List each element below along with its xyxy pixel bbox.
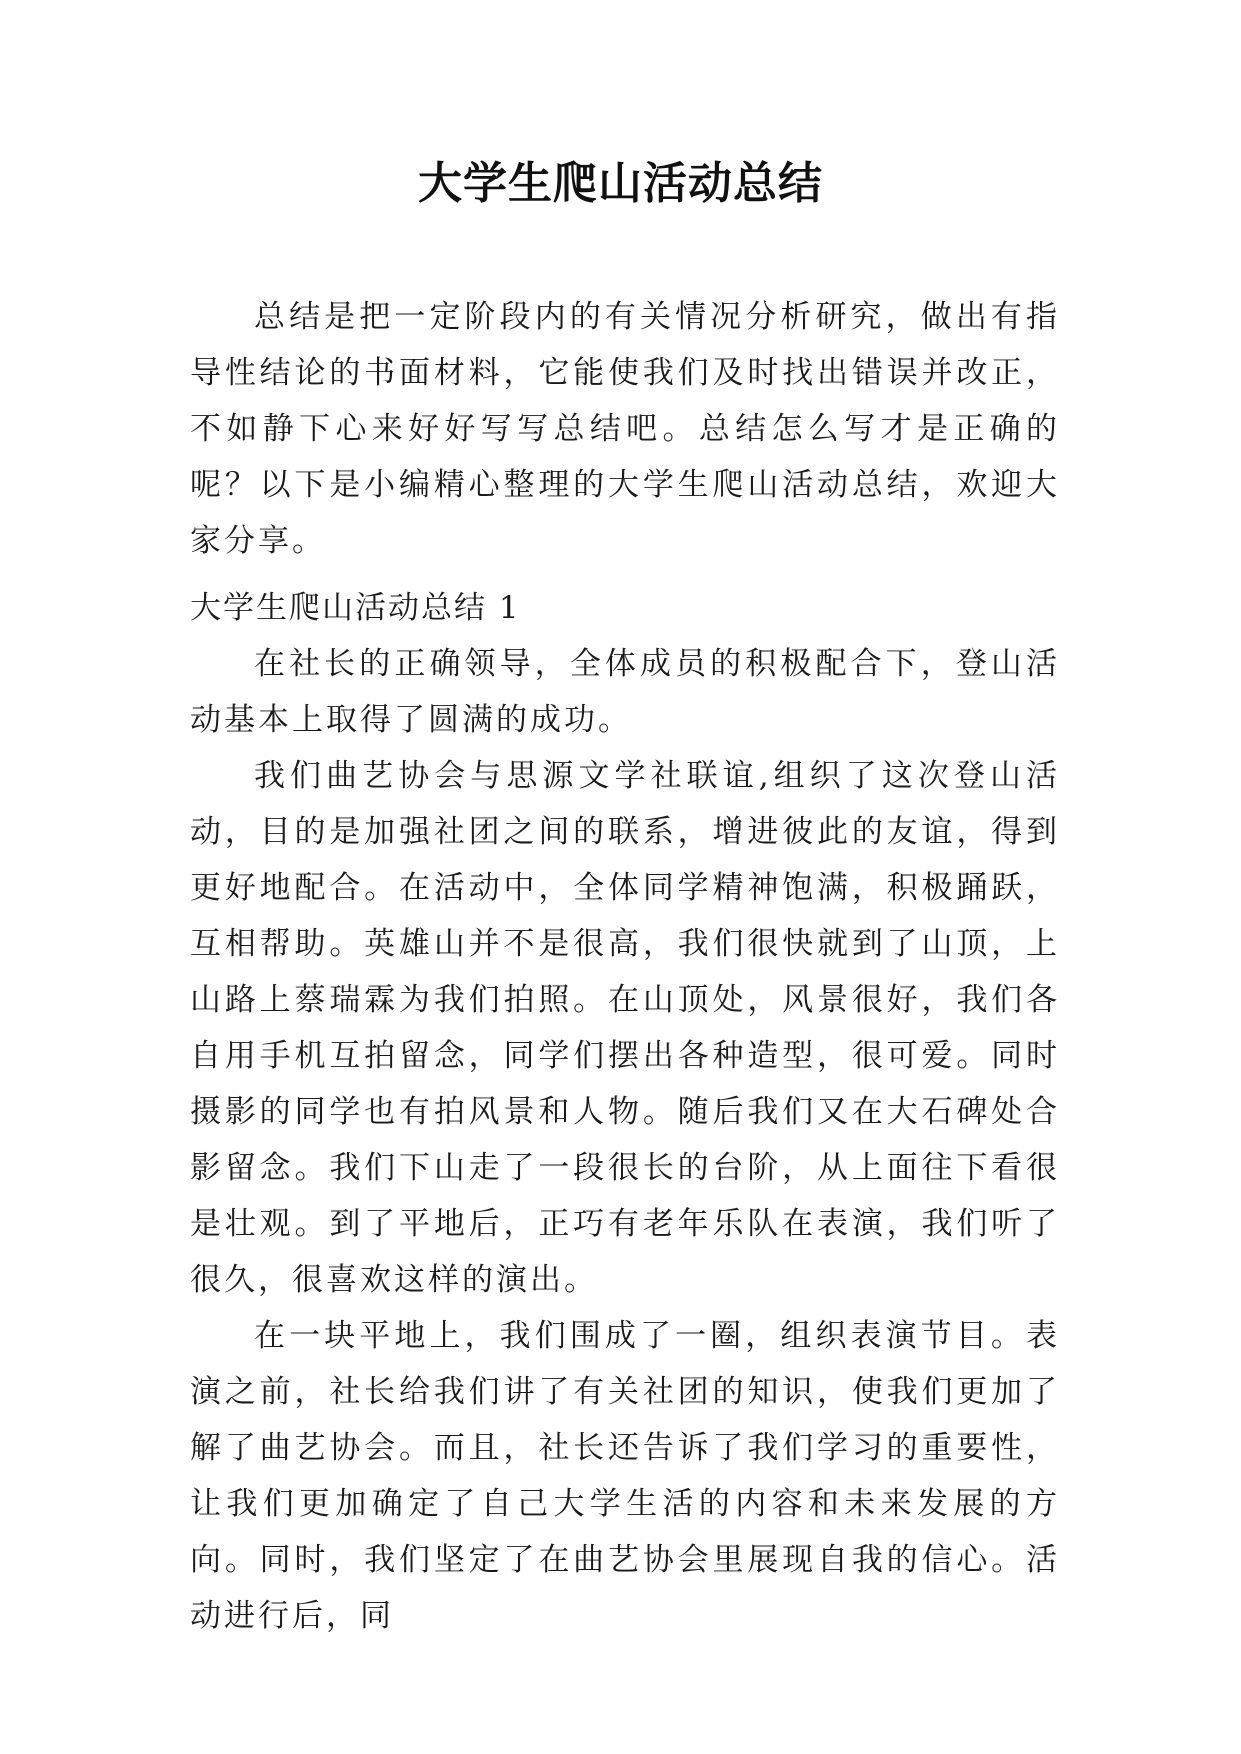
body-paragraph-2: 我们曲艺协会与思源文学社联谊,组织了这次登山活动，目的是加强社团之间的联系，增进彼此的友谊，得到更好地配合。在活动中，全体同学精神饱满，积极踊跃，互相帮助。英雄山并不是很高，我们很快就到了山顶，上山路上蔡瑞霖为我们拍照。在山顶处，风景很好，我们各自用手机互拍留念，同学们摆出各种造型，很可爱。同时摄影的同学也有拍风景和人物。随后我们又在大石碑处合影留念。我们下山走了一段很长的台阶，从上面往下看很是壮观。到了平地后，正巧有老年乐队在表演，我们听了很久，很喜欢这样的演出。 (190, 758, 1060, 1298)
body-paragraph-3: 在一块平地上，我们围成了一圈，组织表演节目。表演之前，社长给我们讲了有关社团的知识，使我们更加了解了曲艺协会。而且，社长还告诉了我们学习的重要性，让我们更加确定了自己大学生活的内容和未来发展的方向。同时，我们坚定了在曲艺协会里展现自我的信心。活动进行后，同 (190, 1318, 1060, 1634)
section-body (190, 636, 1060, 1644)
intro-text: 总结是把一定阶段内的有关情况分析研究，做出有指导性结论的书面材料，它能使我们及时找出错误并改正，不如静下心来好好写写总结吧。总结怎么写才是正确的呢？以下是小编精心整理的大学生爬山活动总结，欢迎大家分享。 (190, 299, 1060, 559)
body-paragraph-1: 在社长的正确领导，全体成员的积极配合下，登山活动基本上取得了圆满的成功。 (190, 646, 1060, 738)
section-heading: 大学生爬山活动总结 1 (190, 590, 521, 626)
page-title: 大学生爬山活动总结 (418, 158, 823, 209)
intro-paragraph (190, 289, 1060, 569)
